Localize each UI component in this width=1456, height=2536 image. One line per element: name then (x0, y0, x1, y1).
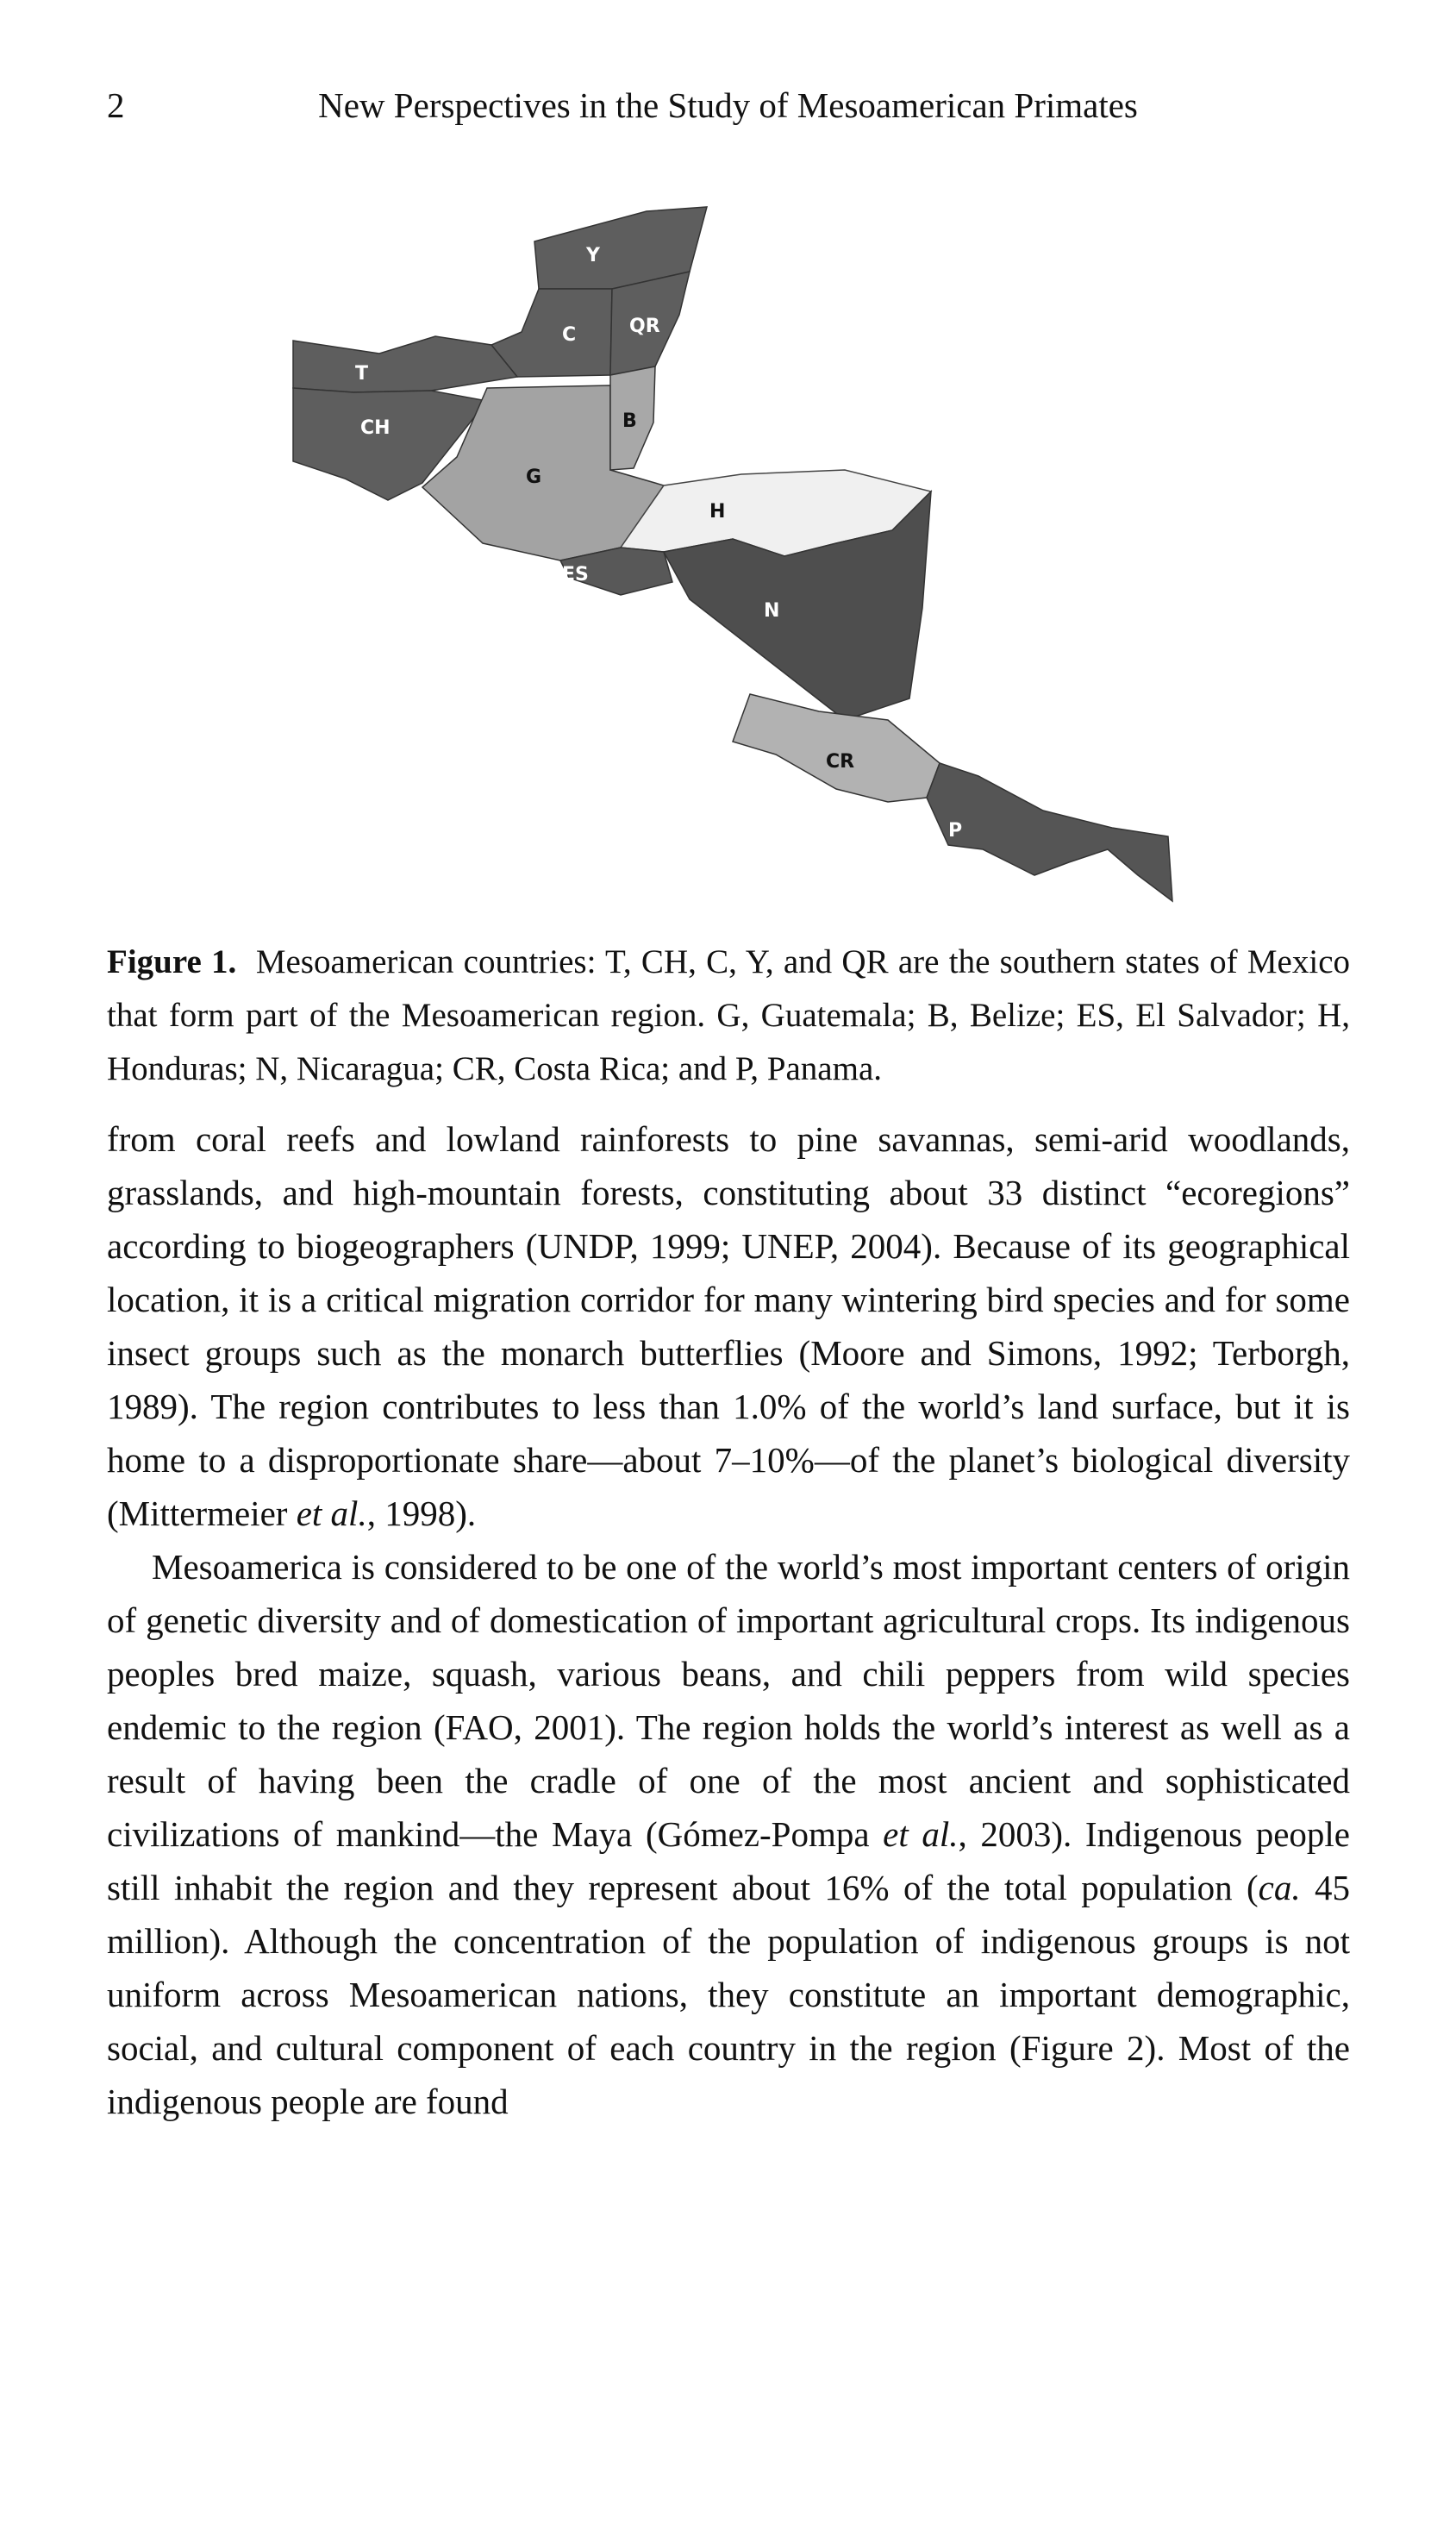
map-label-cr: CR (826, 751, 855, 773)
figure-caption (107, 936, 1350, 1096)
paragraph-2-etal: et al. (883, 1814, 959, 1854)
paragraph-2-ca: ca. (1258, 1868, 1301, 1907)
map-label-b: B (622, 410, 637, 432)
body-text (107, 1112, 1350, 2128)
paragraph-1-etal: et al. (296, 1493, 367, 1533)
paragraph-2-text-b: , 2003). Indigenous people still inhabit the region and they represent about 16% of the total population ( (107, 1814, 1351, 1907)
map-label-t: T (355, 363, 369, 385)
figure-caption-text: Mesoamerican countries: T, CH, C, Y, and QR are the southern states of Mexico that form part of the Mesoamerican region. G, Guatemala; B, Belize; ES, El Salvador; H, Honduras; N, Nicaragua; CR, Costa Rica; and P, Panama. (107, 943, 1351, 1087)
map-region-campeche (491, 289, 612, 377)
paragraph-2 (107, 1540, 1350, 2128)
paragraph-1 (107, 1112, 1350, 1540)
figure-label: Figure 1. (107, 943, 237, 980)
paragraph-1-text-a: from coral reefs and lowland rainforests to pine savannas, semi-arid woodlands, grasslands, and high-mountain forests, constituting about 33 distinct “ecoregions” according to biogeographers (UNDP, 1999; UNEP, 2004). Because of its geographical location, it is a critical migration corridor for many wintering bird species and for some insect groups such as the monarch butterflies (Moore and Simons, 1992; Terborgh, 1989). The region contributes to less than 1.0% of the world’s land surface, but it is home to a disproportionate share—about 7–10%—of the planet’s biological diversity (Mittermeier (107, 1119, 1350, 1533)
map-label-qr: QR (629, 316, 660, 337)
map-label-ch: CH (360, 417, 391, 439)
paragraph-2-text-c: 45 million). Although the concentration of the population of indigenous groups is not uniform across Mesoamerican nations, they constitute an important demographic, social, and cultural component of each country in the region (Figure 2). Most of the indigenous people are found (107, 1868, 1350, 2121)
map-label-c: C (562, 324, 577, 346)
mesoamerica-map (284, 194, 1190, 914)
paragraph-1-text-b: , 1998). (366, 1493, 477, 1533)
running-title: New Perspectives in the Study of Mesoamerican Primates (318, 85, 1138, 125)
map-region-panama (927, 763, 1172, 901)
map-region-tabasco (293, 336, 517, 392)
page-number: 2 (107, 85, 125, 125)
paragraph-2-text-a: Mesoamerica is considered to be one of the world’s most important centers of origin of genetic diversity and of domestication of important agricultural crops. Its indigenous peoples bred maize, squash, various beans, and chili peppers from wild species endemic to the region (FAO, 2001). The region holds the world’s interest as well as a result of having been the cradle of one of the most ancient and sophisticated civilizations of mankind—the Maya (Gómez-Pompa (107, 1547, 1350, 1854)
map-label-p: P (948, 820, 963, 842)
map-label-es: ES (562, 564, 589, 585)
map-label-n: N (764, 600, 780, 622)
map-label-h: H (709, 501, 726, 523)
map-label-g: G (526, 466, 542, 488)
map-label-y: Y (586, 245, 600, 266)
